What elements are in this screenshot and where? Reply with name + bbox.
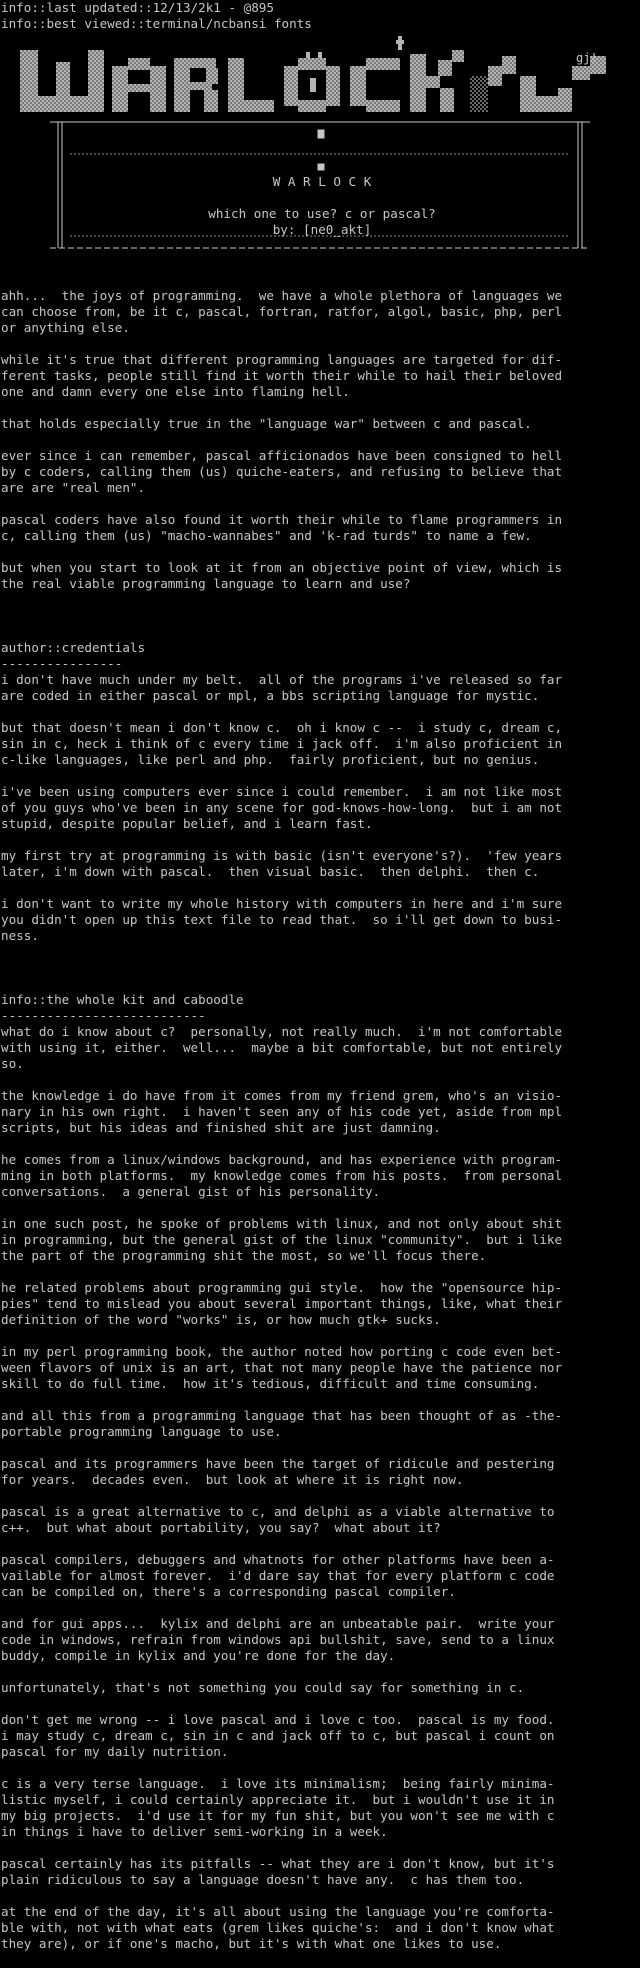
paragraph-line: c is a very terse language. i love its minimalism; being fairly minima- — [1, 1776, 555, 1791]
warlock-logo — [0, 36, 640, 252]
paragraph-line: vailable for almost forever. i'd dare say that for every platform c code — [1, 1568, 555, 1583]
paragraph-line: the knowledge i do have from it comes from my friend grem, who's an visio- — [1, 1088, 563, 1103]
paragraph-line: the part of the programming shit the most, so we'll focus there. — [1, 1248, 487, 1263]
info-line: info::best viewed::terminal/ncbansi fonts — [1, 16, 312, 31]
paragraph-line: but when you start to look at it from an objective point of view, which is — [1, 560, 563, 575]
paragraph-line: ever since i can remember, pascal afficionados have been consigned to hell — [1, 448, 563, 463]
article-title: which one to use? c or pascal? — [208, 206, 436, 221]
paragraph-line: definition of the word "works" is, or how much gtk+ sucks. — [1, 1312, 441, 1327]
paragraph-line: one and damn every one else into flaming hell. — [1, 384, 350, 399]
paragraph — [1, 1088, 639, 1136]
paragraph-line: c++. but what about portability, you say? what about it? — [1, 1520, 441, 1535]
paragraph-line: and for gui apps... kylix and delphi are an unbeatable pair. write your — [1, 1616, 555, 1631]
article-body — [1, 288, 639, 1968]
paragraph — [1, 896, 639, 944]
paragraph — [1, 1776, 639, 1840]
paragraph-line: they are), or if one's macho, but it's with what one likes to use. — [1, 1936, 502, 1951]
logo-letters — [20, 36, 606, 112]
paragraph-line: while it's true that different programming languages are targeted for dif- — [1, 352, 563, 367]
paragraph-line: c-like languages, like perl and php. fairly proficient, but no genius. — [1, 752, 540, 767]
paragraph-line: in things i have to deliver semi-working in a week. — [1, 1824, 388, 1839]
paragraph — [1, 1904, 639, 1952]
paragraph-line: scripts, but his ideas and finished shit are just damning. — [1, 1120, 441, 1135]
section-heading-rule: ---------------- — [1, 656, 123, 671]
paragraph-line: c, calling them (us) "macho-wannabes" and 'k-rad turds" to name a few. — [1, 528, 532, 543]
paragraph-line: ming in both platforms. my knowledge comes from his posts. from personal — [1, 1168, 563, 1183]
paragraph-line: with using it, either. well... maybe a bit comfortable, but not entirely — [1, 1040, 563, 1055]
paragraph-line: conversations. a general gist of his personality. — [1, 1184, 381, 1199]
paragraph-line: he comes from a linux/windows background, and has experience with program- — [1, 1152, 563, 1167]
paragraph-line: i've been using computers ever since i could remember. i am not like most — [1, 784, 563, 799]
section-heading-text: author::credentials — [1, 640, 146, 655]
paragraph-line: code in windows, refrain from windows api bullshit, save, send to a linux — [1, 1632, 555, 1647]
paragraph-line: plain ridiculous to say a language doesn't have any. c has them too. — [1, 1872, 525, 1887]
paragraph-line: pascal compilers, debuggers and whatnots for other platforms have been a- — [1, 1552, 555, 1567]
paragraph-line: at the end of the day, it's all about using the language you're comforta- — [1, 1904, 555, 1919]
paragraph — [1, 1680, 639, 1696]
paragraph-line: he related problems about programming gui style. how the "opensource hip- — [1, 1280, 563, 1295]
paragraph-line: ferent tasks, people still find it worth their while to hail their beloved — [1, 368, 563, 383]
paragraph-line: my big projects. i'd use it for my fun shit, but you won't see me with c — [1, 1808, 555, 1823]
paragraph-line: i don't want to write my whole history with computers in here and i'm sure — [1, 896, 563, 911]
section-spacer — [1, 960, 639, 992]
paragraph — [1, 1616, 639, 1664]
paragraph-line: of you guys who've been in any scene for god-knows-how-long. but i am not — [1, 800, 563, 815]
paragraph-line: and all this from a programming language that has been thought of as -the- — [1, 1408, 563, 1423]
article-section — [1, 960, 639, 1952]
paragraph-line: ween flavors of unix is an art, that not many people have the patience nor — [1, 1360, 563, 1375]
section-heading-text: info::the whole kit and caboodle — [1, 992, 244, 1007]
paragraph — [1, 1152, 639, 1200]
paragraph — [1, 1504, 639, 1536]
paragraph-line: pascal is a great alternative to c, and delphi as a viable alternative to — [1, 1504, 555, 1519]
paragraph-line: in my perl programming book, the author noted how porting c code even bet- — [1, 1344, 563, 1359]
section-heading — [1, 640, 639, 672]
paragraph — [1, 1216, 639, 1264]
paragraph-line: later, i'm down with pascal. then visual basic. then delphi. then c. — [1, 864, 540, 879]
paragraph-line: ahh... the joys of programming. we have a whole plethora of languages we — [1, 288, 563, 303]
paragraph-line: can be compiled on, there's a corresponding pascal compiler. — [1, 1584, 456, 1599]
paragraph-line: portable programming language to use. — [1, 1424, 282, 1439]
paragraph-line: so. — [1, 1056, 24, 1071]
article-section — [1, 288, 639, 592]
paragraph-line: nary in his own right. i haven't seen any of his code yet, aside from mpl — [1, 1104, 563, 1119]
paragraph-line: in one such post, he spoke of problems with linux, and not only about shit — [1, 1216, 563, 1231]
paragraph-line: skill to do full time. how it's tedious, difficult and time consuming. — [1, 1376, 540, 1391]
paragraph-line: my first try at programming is with basic (isn't everyone's?). 'few years — [1, 848, 563, 863]
paragraph-line: i don't have much under my belt. all of the programs i've released so far — [1, 672, 563, 687]
paragraph-line: pascal coders have also found it worth their while to flame programmers in — [1, 512, 563, 527]
paragraph — [1, 1856, 639, 1888]
ascii-banner — [0, 36, 640, 252]
paragraph — [1, 1552, 639, 1600]
paragraph-line: pies" tend to mislead you about several important things, like, what their — [1, 1296, 563, 1311]
paragraph-line: pascal for my daily nutrition. — [1, 1744, 229, 1759]
paragraph-line: are are "real men". — [1, 480, 146, 495]
paragraph — [1, 672, 639, 704]
paragraph — [1, 848, 639, 880]
paragraph-line: don't get me wrong -- i love pascal and i love c too. pascal is my food. — [1, 1712, 555, 1727]
byline: by: [ne0_akt] — [272, 222, 372, 237]
paragraph-line: that holds especially true in the "language war" between c and pascal. — [1, 416, 532, 431]
paragraph-line: ness. — [1, 928, 39, 943]
section-heading — [1, 992, 639, 1024]
paragraph-line: pascal and its programmers have been the target of ridicule and pestering — [1, 1456, 555, 1471]
paragraph-line: for years. decades even. but look at where it is right now. — [1, 1472, 464, 1487]
paragraph — [1, 720, 639, 768]
info-header — [1, 0, 312, 32]
paragraph-line: ble with, not with what eats (grem likes quiche's: and i don't know what — [1, 1920, 555, 1935]
paragraph — [1, 288, 639, 336]
paragraph-line: unfortunately, that's not something you could say for something in c. — [1, 1680, 525, 1695]
section-spacer — [1, 608, 639, 640]
artist-tag: gj! — [576, 51, 598, 65]
paragraph-line: buddy, compile in kylix and you're done for the day. — [1, 1648, 396, 1663]
paragraph — [1, 1024, 639, 1072]
paragraph — [1, 416, 639, 432]
paragraph-line: what do i know about c? personally, not really much. i'm not comfortable — [1, 1024, 563, 1039]
paragraph-line: i may study c, dream c, sin in c and jack off to c, but pascal i count on — [1, 1728, 555, 1743]
paragraph-line: you didn't open up this text file to read that. so i'll get down to busi- — [1, 912, 563, 927]
paragraph — [1, 560, 639, 592]
paragraph-line: can choose from, be it c, pascal, fortran, ratfor, algol, basic, php, perl — [1, 304, 563, 319]
paragraph-line: listic myself, i could certainly appreciate it. but i wouldn't use it in — [1, 1792, 555, 1807]
paragraph — [1, 1344, 639, 1392]
paragraph — [1, 448, 639, 496]
paragraph-line: pascal certainly has its pitfalls -- what they are i don't know, but it's — [1, 1856, 555, 1871]
article-section — [1, 608, 639, 944]
section-heading-rule: --------------------------- — [1, 1008, 206, 1023]
paragraph — [1, 352, 639, 400]
paragraph — [1, 512, 639, 544]
info-line: info::last updated::12/13/2k1 - @895 — [1, 0, 274, 15]
paragraph-line: sin in c, heck i think of c every time i jack off. i'm also proficient in — [1, 736, 563, 751]
paragraph-line: stupid, despite popular belief, and i learn fast. — [1, 816, 373, 831]
paragraph — [1, 1456, 639, 1488]
paragraph-line: are coded in either pascal or mpl, a bbs scripting language for mystic. — [1, 688, 540, 703]
paragraph-line: by c coders, calling them (us) quiche-eaters, and refusing to believe that — [1, 464, 563, 479]
paragraph — [1, 1712, 639, 1760]
group-name: W A R L O C K — [272, 174, 372, 189]
paragraph — [1, 1280, 639, 1328]
paragraph-line: or anything else. — [1, 320, 130, 335]
paragraph-line: the real viable programming language to learn and use? — [1, 576, 411, 591]
paragraph — [1, 784, 639, 832]
paragraph-line: in programming, but the general gist of the linux "community". but i like — [1, 1232, 563, 1247]
paragraph — [1, 1408, 639, 1440]
paragraph-line: but that doesn't mean i don't know c. oh i know c -- i study c, dream c, — [1, 720, 563, 735]
